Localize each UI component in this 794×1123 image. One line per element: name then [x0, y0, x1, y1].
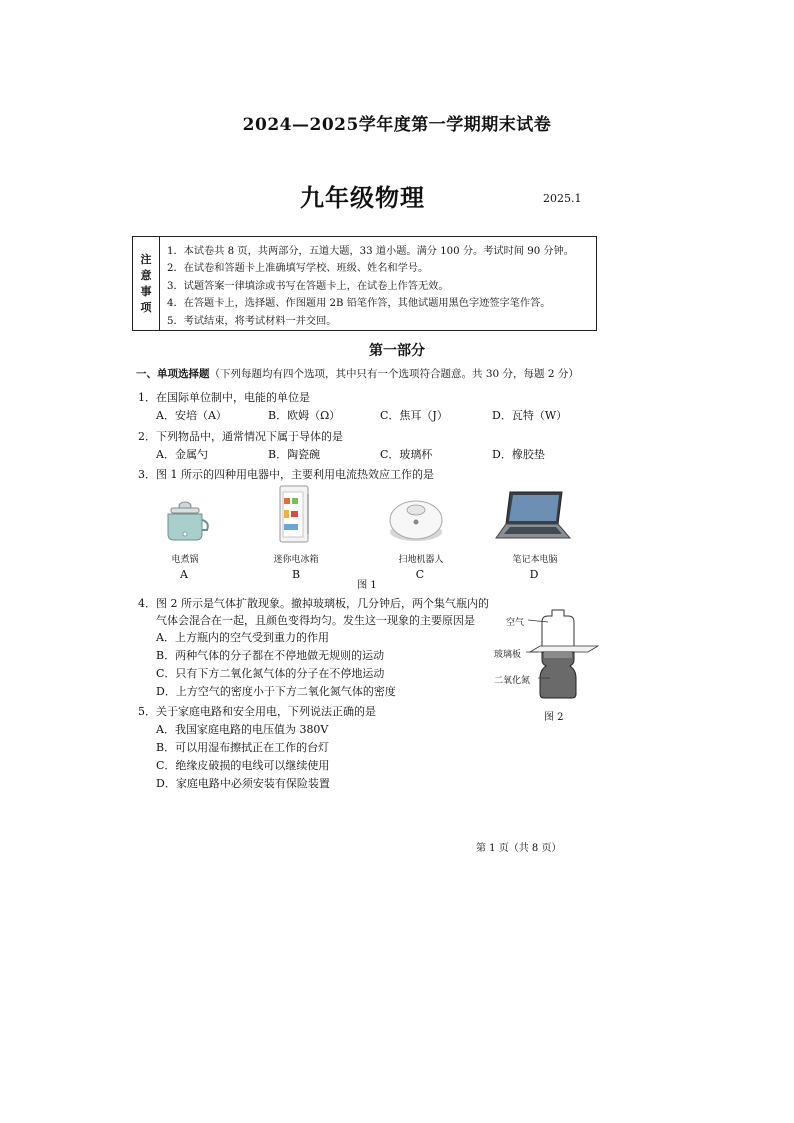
question-5-option-c: C．绝缘皮破损的电线可以继续使用 [156, 759, 330, 772]
question-1-option-d: D．瓦特（W） [492, 409, 568, 422]
subject-title: 九年级物理 [300, 183, 425, 212]
figure-2-label-no2: 二氧化氮 [494, 676, 531, 686]
question-4-stem-line-1: 4．图 2 所示是气体扩散现象。撤掉玻璃板，几分钟后，两个集气瓶内的 [138, 597, 489, 610]
notice-heading-char: 意 [140, 268, 152, 282]
section-description: （下列每题均有四个选项，其中只有一个选项符合题意。共 30 分，每题 2 分） [209, 368, 579, 380]
page-footer: 第 1 页（共 8 页） [476, 843, 562, 854]
part-title: 第一部分 [369, 343, 425, 359]
question-4-option-a: A．上方瓶内的空气受到重力的作用 [156, 631, 329, 644]
question-3-stem: 3．图 1 所示的四种用电器中，主要利用电流热效应工作的是 [138, 468, 434, 481]
question-2-option-a: A．金属勺 [156, 448, 208, 461]
question-5-stem: 5．关于家庭电路和安全用电，下列说法正确的是 [138, 705, 376, 718]
question-4-option-c: C．只有下方二氧化氮气体的分子在不停地运动 [156, 667, 385, 680]
figure-1-label: 图 1 [357, 580, 377, 591]
question-1-stem: 1．在国际单位制中，电能的单位是 [138, 391, 310, 404]
question-4-stem-line-2: 气体会混合在一起，且颜色变得均匀。发生这一现象的主要原因是 [156, 614, 475, 627]
figure-1-letter-a: A [180, 568, 188, 581]
figure-1-caption-b: 迷你电冰箱 [273, 555, 319, 565]
notice-heading-char: 事 [140, 284, 152, 298]
question-2-option-c: C．玻璃杯 [380, 448, 433, 461]
notice-list [167, 243, 592, 330]
figure-1-caption-a: 电煮锅 [171, 555, 199, 565]
question-1-option-b: B．欧姆（Ω） [268, 409, 341, 422]
notice-item: 3．试题答案一律填涂或书写在答题卡上，在试卷上作答无效。 [167, 280, 449, 292]
notice-item: 1．本试卷共 8 页，共两部分，五道大题，33 道小题。满分 100 分。考试时间 90 分钟。 [167, 246, 574, 257]
section-label: 一、单项选择题 [136, 368, 210, 380]
section-heading [136, 366, 579, 381]
figure-1-letter-b: B [291, 568, 301, 581]
notice-heading [133, 237, 160, 330]
exam-date: 2025.1 [543, 192, 582, 205]
question-2-stem: 2．下列物品中，通常情况下属于导体的是 [138, 430, 343, 443]
question-2-option-d: D．橡胶垫 [492, 448, 545, 461]
notice-item: 2．在试卷和答题卡上准确填写学校、班级、姓名和学号。 [167, 263, 429, 275]
notice-heading-char: 项 [140, 300, 152, 314]
figure-2-label: 图 2 [544, 712, 564, 723]
question-4-option-b: B．两种气体的分子都在不停地做无规则的运动 [156, 649, 385, 662]
figure-2-label-air: 空气 [506, 618, 525, 628]
laptop-image [496, 490, 572, 544]
figure-2-label-glass-plate: 玻璃板 [494, 650, 522, 660]
notice-item: 4．在答题卡上，选择题、作图题用 2B 铅笔作答，其他试题用黑色字迹签字笔作答。 [167, 298, 551, 310]
notice-heading-char: 注 [140, 252, 152, 266]
notice-box [132, 236, 597, 331]
exam-title: 2024—2025学年度第一学期期末试卷 [242, 115, 552, 135]
electric-cooker-image [160, 494, 210, 544]
question-5-option-b: B．可以用湿布擦拭正在工作的台灯 [156, 741, 330, 754]
question-2-option-b: B．陶瓷碗 [268, 448, 321, 461]
figure-1-caption-c: 扫地机器人 [398, 555, 444, 565]
figure-1-letter-c: C [415, 568, 425, 581]
figure-1-letter-d: D [529, 568, 539, 581]
notice-item: 5．考试结束，将考试材料一并交回。 [167, 315, 337, 327]
question-5-option-a: A．我国家庭电路的电压值为 380V [156, 723, 329, 736]
question-1-option-c: C．焦耳（J） [380, 409, 448, 422]
question-1-option-a: A．安培（A） [156, 409, 227, 422]
mini-fridge-image [276, 484, 314, 546]
question-4-option-d: D．上方空气的密度小于下方二氧化氮气体的密度 [156, 685, 396, 698]
robot-vacuum-image [388, 494, 444, 544]
figure-1-caption-d: 笔记本电脑 [512, 555, 558, 565]
question-5-option-d: D．家庭电路中必须安装有保险装置 [156, 777, 330, 790]
